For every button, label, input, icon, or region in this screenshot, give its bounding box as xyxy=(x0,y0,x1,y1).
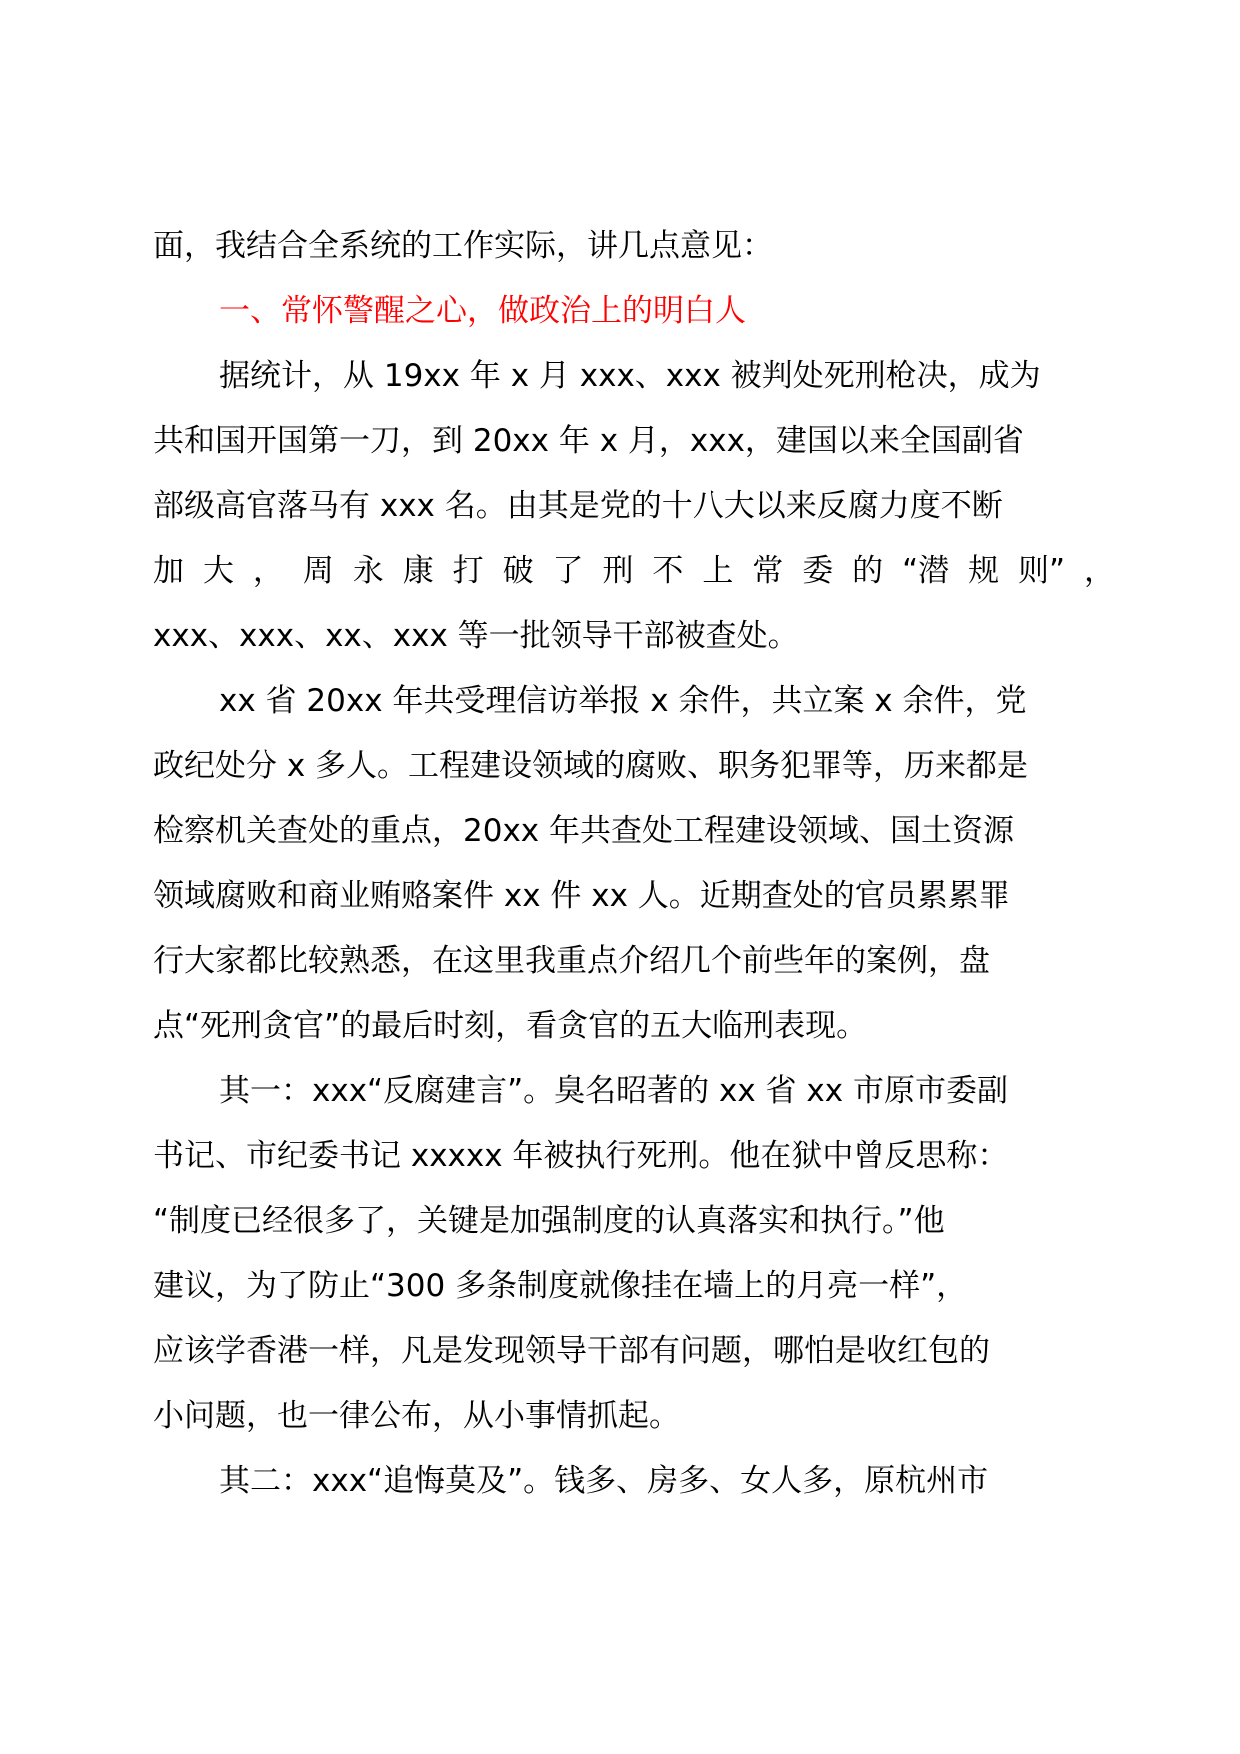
text-line: xx 省 20xx 年共受理信访举报 x 余件，共立案 x 余件，党 xyxy=(219,683,1027,719)
spread-char: 的 xyxy=(852,553,884,589)
spread-char: 康 xyxy=(402,553,434,589)
text-line: 小问题，也一律公布，从小事情抓起。 xyxy=(153,1398,680,1434)
spread-char: 上 xyxy=(702,553,734,589)
text-line: 应该学香港一样，凡是发现领导干部有问题，哪怕是收红包的 xyxy=(153,1333,990,1369)
spread-char: 破 xyxy=(502,553,534,589)
spread-char: 了 xyxy=(552,553,584,589)
text-line: 其二：xxx“追悔莫及”。钱多、房多、女人多，原杭州市 xyxy=(219,1463,989,1499)
spread-char: ， xyxy=(1084,553,1115,589)
spread-char: 周 xyxy=(302,553,334,589)
spread-char: 则” xyxy=(1018,553,1066,589)
text-line: 行大家都比较熟悉，在这里我重点介绍几个前些年的案例，盘 xyxy=(153,943,990,979)
spread-char: ， xyxy=(252,553,284,589)
text-line: 共和国开国第一刀，到 20xx 年 x 月，xxx，建国以来全国副省 xyxy=(153,423,1024,459)
text-line: 其一：xxx“反腐建言”。臭名昭著的 xx 省 xx 市原市委副 xyxy=(219,1073,1008,1109)
spread-char: 大 xyxy=(202,553,234,589)
text-line: 书记、市纪委书记 xxxxx 年被执行死刑。他在狱中曾反思称： xyxy=(153,1138,1009,1174)
text-line: 领域腐败和商业贿赂案件 xx 件 xx 人。近期查处的官员累累罪 xyxy=(153,878,1010,914)
spread-char: “潜 xyxy=(902,553,950,589)
text-line: 据统计，从 19xx 年 x 月 xxx、xxx 被判处死刑枪决，成为 xyxy=(219,358,1041,394)
text-line: 点“死刑贪官”的最后时刻，看贪官的五大临刑表现。 xyxy=(153,1008,868,1044)
section-heading: 一、常怀警醒之心，做政治上的明白人 xyxy=(219,293,746,329)
spread-char: 刑 xyxy=(602,553,634,589)
document-body xyxy=(153,214,1115,1514)
spread-char: 委 xyxy=(802,553,834,589)
text-line: xxx、xxx、xx、xxx 等一批领导干部被查处。 xyxy=(153,618,799,654)
text-line: 部级高官落马有 xxx 名。由其是党的十八大以来反腐力度不断 xyxy=(153,488,1003,524)
spread-char: 常 xyxy=(752,553,784,589)
spread-char: 永 xyxy=(352,553,384,589)
text-line: 面，我结合全系统的工作实际，讲几点意见： xyxy=(153,228,773,264)
text-line: 政纪处分 x 多人。工程建设领域的腐败、职务犯罪等，历来都是 xyxy=(153,748,1029,784)
text-line: 检察机关查处的重点，20xx 年共查处工程建设领域、国土资源 xyxy=(153,813,1014,849)
text-line-spread xyxy=(153,539,1115,604)
text-line: “制度已经很多了，关键是加强制度的认真落实和执行。”他 xyxy=(153,1203,945,1239)
spread-char: 规 xyxy=(968,553,1000,589)
spread-char: 加 xyxy=(153,553,184,589)
spread-char: 打 xyxy=(452,553,484,589)
text-line: 建议，为了防止“300 多条制度就像挂在墙上的月亮一样”， xyxy=(153,1268,968,1304)
spread-char: 不 xyxy=(652,553,684,589)
